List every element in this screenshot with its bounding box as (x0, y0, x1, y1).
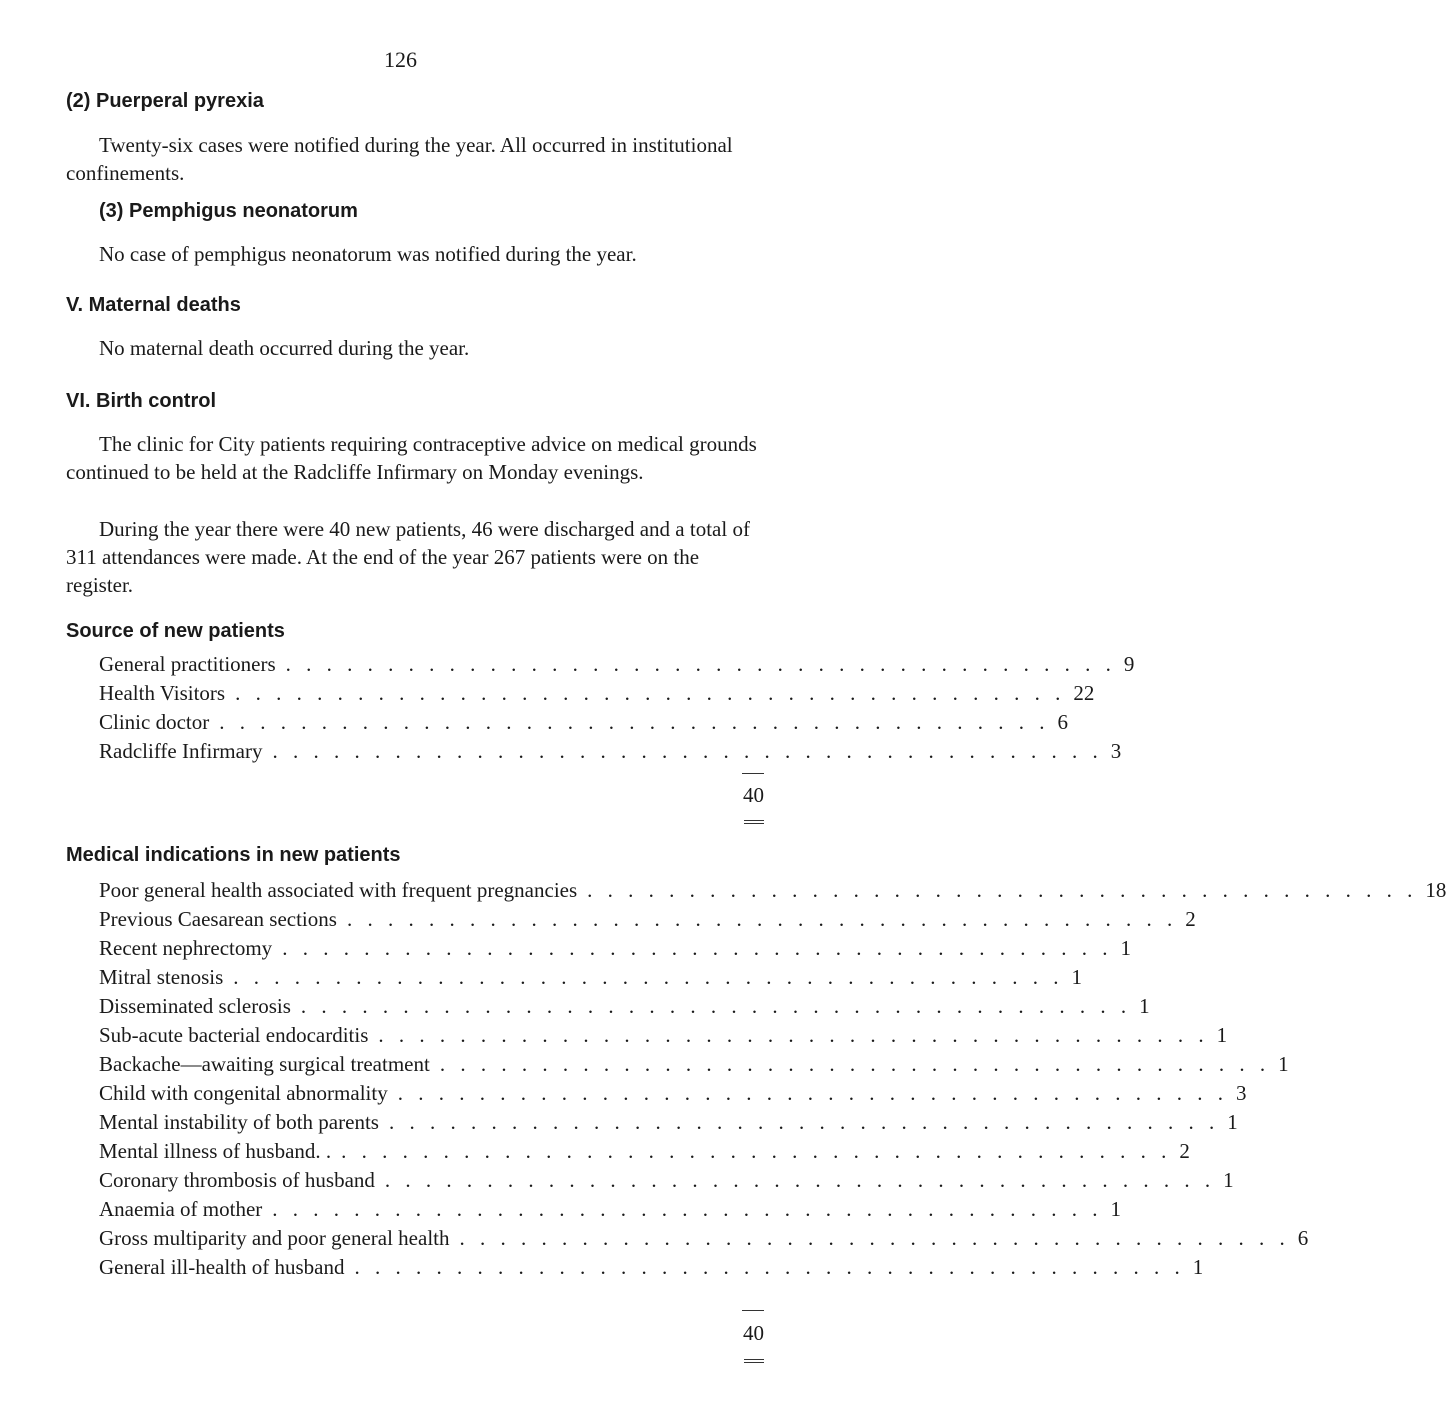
row-value: 1 (1139, 994, 1150, 1018)
table-row (99, 876, 1446, 905)
row-label: Poor general health associated with frequent pregnancies (99, 878, 578, 902)
row-value: 22 (1073, 681, 1095, 705)
table-row (99, 1079, 1247, 1108)
dot-leader: . . . . . . . . . . . . . . . . . . . . . . . . . . . . . . . . . . . . . . . . . (233, 965, 1064, 989)
row-label: Health Visitors (99, 681, 226, 705)
dot-leader: . . . . . . . . . . . . . . . . . . . . . . . . . . . . . . . . . . . . . . . . . (219, 710, 1050, 734)
dot-leader: . . . . . . . . . . . . . . . . . . . . . . . . . . . . . . . . . . . . . . . . . (282, 936, 1113, 960)
row-label: Clinic doctor (99, 710, 210, 734)
puerperal-pyrexia-heading: (2) Puerperal pyrexia (66, 90, 264, 112)
page-number: 126 (384, 47, 417, 72)
table-row (99, 708, 1068, 737)
row-label: Radcliffe Infirmary (99, 739, 263, 763)
row-label: Mental instability of both parents (99, 1110, 379, 1134)
table-row (99, 737, 1122, 766)
row-value: 1 (1110, 1197, 1122, 1221)
sum-rule (742, 773, 764, 774)
row-label: Backache—awaiting surgical treatment (99, 1052, 430, 1076)
pemphigus-text: No case of pemphigus neonatorum was notified during the year. (99, 242, 637, 266)
table-row (99, 1253, 1204, 1282)
row-value: 6 (1057, 710, 1068, 734)
total-double-rule (744, 820, 764, 824)
row-value: 2 (1185, 907, 1196, 931)
row-label: Anaemia of mother (99, 1197, 263, 1221)
dot-leader: . . . . . . . . . . . . . . . . . . . . . . . . . . . . . . . . . . . . . . . . . (341, 1139, 1172, 1163)
row-label: Disseminated sclerosis (99, 994, 291, 1018)
table-row (99, 1195, 1122, 1224)
pemphigus-heading: (3) Pemphigus neonatorum (99, 200, 358, 222)
table-row (99, 1224, 1309, 1253)
source-table-heading: Source of new patients (66, 620, 285, 642)
table-row (99, 963, 1082, 992)
row-label: Coronary thrombosis of husband (99, 1168, 375, 1192)
row-value: 1 (1278, 1052, 1289, 1076)
source-total: 40 (743, 783, 764, 807)
dot-leader: . . . . . . . . . . . . . . . . . . . . . . . . . . . . . . . . . . . . . . . . . (300, 994, 1132, 1018)
row-value: 1 (1227, 1110, 1238, 1134)
row-value: 1 (1223, 1168, 1234, 1192)
table-row (99, 1050, 1289, 1079)
row-label: Recent nephrectomy (99, 936, 273, 960)
dot-leader: . . . . . . . . . . . . . . . . . . . . . . . . . . . . . . . . . . . . . . . . . (378, 1023, 1209, 1047)
total-double-rule (744, 1359, 764, 1363)
source-table (99, 650, 1135, 766)
dot-leader: . . . . . . . . . . . . . . . . . . . . . . . . . . . . . . . . . . . . . . . . . (272, 739, 1103, 763)
dot-leader: . . . . . . . . . . . . . . . . . . . . . . . . . . . . . . . . . . . . . . . . . (235, 681, 1066, 705)
table-row (99, 1166, 1234, 1195)
table-row (99, 905, 1196, 934)
puerperal-pyrexia-text: Twenty-six cases were notified during the year. All occurred in institutional confinements. (66, 133, 733, 185)
dot-leader: . . . . . . . . . . . . . . . . . . . . . . . . . . . . . . . . . . . . . . . . . (397, 1081, 1228, 1105)
row-value: 1 (1071, 965, 1082, 989)
dot-leader: . . . . . . . . . . . . . . . . . . . . . . . . . . . . . . . . . . . . . . . . . (388, 1110, 1220, 1134)
dot-leader: . . . . . . . . . . . . . . . . . . . . . . . . . . . . . . . . . . . . . . . . . (354, 1255, 1185, 1279)
dot-leader: . . . . . . . . . . . . . . . . . . . . . . . . . . . . . . . . . . . . . . . . . (346, 907, 1178, 931)
row-value: 1 (1216, 1023, 1228, 1047)
row-label: General practitioners (99, 652, 276, 676)
table-row (99, 650, 1135, 679)
table-row (99, 934, 1131, 963)
row-value: 3 (1235, 1081, 1247, 1105)
table-row (99, 1021, 1228, 1050)
indications-table-heading: Medical indications in new patients (66, 844, 401, 866)
row-label: Child with congenital abnormality (99, 1081, 388, 1105)
dot-leader: . . . . . . . . . . . . . . . . . . . . . . . . . . . . . . . . . . . . . . . . . (272, 1197, 1103, 1221)
table-row (99, 1108, 1238, 1137)
birth-control-para-1: The clinic for City patients requiring contraceptive advice on medical grounds continued to be held at the Radcliffe Infirmary on Monday evenings. (66, 432, 757, 484)
indications-table (99, 876, 1446, 1282)
row-label: Mental illness of husband. . (99, 1139, 332, 1163)
birth-control-para-2: During the year there were 40 new patients, 46 were discharged and a total of 311 attendances were made. At the end of the year 267 patients were on the register. (66, 517, 750, 597)
row-label: Gross multiparity and poor general health (99, 1226, 450, 1250)
indications-total: 40 (743, 1321, 764, 1345)
row-value: 9 (1123, 652, 1135, 676)
row-value: 18 (1425, 878, 1446, 902)
row-value: 6 (1297, 1226, 1309, 1250)
sum-rule (742, 1310, 764, 1311)
dot-leader: . . . . . . . . . . . . . . . . . . . . . . . . . . . . . . . . . . . . . . . . . (459, 1226, 1290, 1250)
maternal-deaths-heading: V. Maternal deaths (66, 294, 241, 316)
dot-leader: . . . . . . . . . . . . . . . . . . . . . . . . . . . . . . . . . . . . . . . . . (587, 878, 1418, 902)
table-row (99, 992, 1150, 1021)
dot-leader: . . . . . . . . . . . . . . . . . . . . . . . . . . . . . . . . . . . . . . . . . (439, 1052, 1271, 1076)
row-value: 3 (1110, 739, 1122, 763)
table-row (99, 679, 1095, 708)
maternal-deaths-text: No maternal death occurred during the year. (99, 336, 470, 360)
row-value: 1 (1192, 1255, 1204, 1279)
row-value: 2 (1179, 1139, 1190, 1163)
dot-leader: . . . . . . . . . . . . . . . . . . . . . . . . . . . . . . . . . . . . . . . . . (285, 652, 1116, 676)
dot-leader: . . . . . . . . . . . . . . . . . . . . . . . . . . . . . . . . . . . . . . . . . (384, 1168, 1216, 1192)
row-label: Mitral stenosis (99, 965, 224, 989)
row-label: Previous Caesarean sections (99, 907, 337, 931)
row-label: General ill-health of husband (99, 1255, 345, 1279)
birth-control-heading: VI. Birth control (66, 390, 216, 412)
row-label: Sub-acute bacterial endocarditis (99, 1023, 369, 1047)
table-row (99, 1137, 1190, 1166)
row-value: 1 (1120, 936, 1131, 960)
